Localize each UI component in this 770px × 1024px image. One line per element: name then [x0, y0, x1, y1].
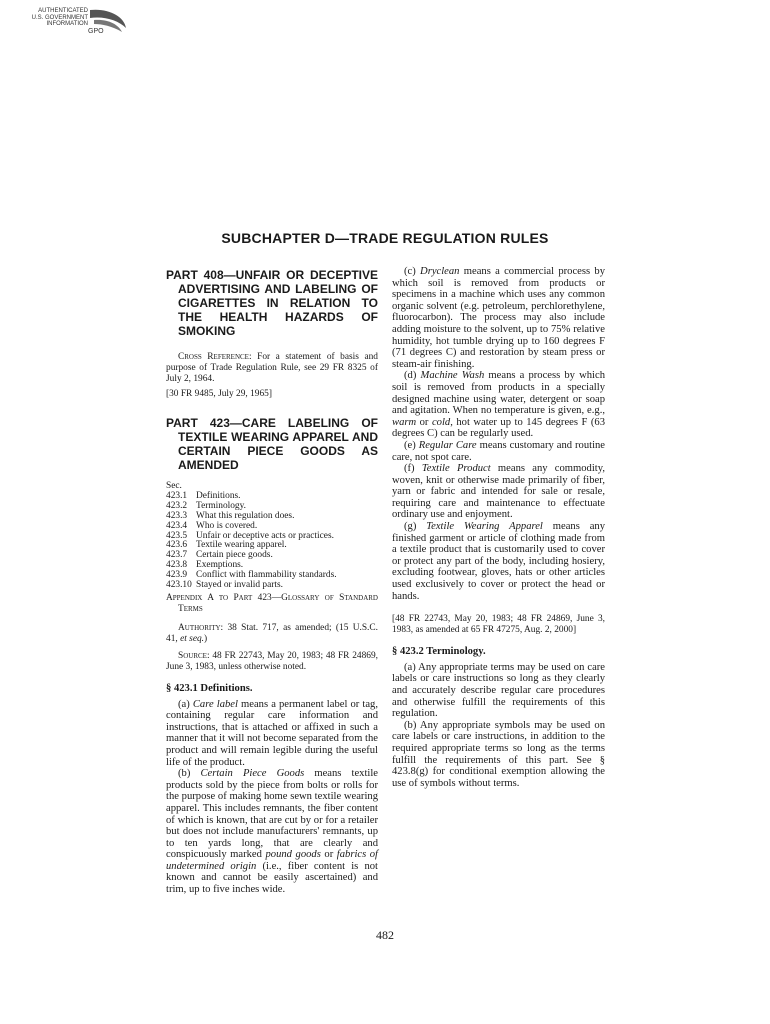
definition-a: (a) Care label means a permanent label or tag, containing regular care information and instructions, that is attached or affixed in such a manner that it will not become separated from the product and will remain legible during the useful life of the product.: [166, 698, 378, 768]
definition-g: (g) Textile Wearing Apparel means any finished garment or article of clothing made from a textile product that is customarily used to cover or protect any part of the body, including hosiery, excluding footwear, gloves, hats or other articles used exclusively to cover or protect the head or hands.: [392, 521, 605, 602]
toc-row: 423.3 What this regulation does.: [166, 510, 295, 521]
toc-row: 423.4 Who is covered.: [166, 520, 258, 531]
definition-c: (c) Dryclean means a commercial process by which soil is removed from products or specimens in a machine which uses any common organic solvent (e.g. petroleum, perchlorethylene, fluorocarbon). The process may also include adding moisture to the solvent, up to 75% relative humidity, hot tumble drying up to 160 degrees F (71 degrees C) and restoration by steam press or steam-air finishing.: [392, 266, 606, 370]
toc-row: 423.10 Stayed or invalid parts.: [166, 580, 283, 591]
table-of-contents: [166, 482, 378, 591]
gpo-logo-text: AUTHENTICATED U.S. GOVERNMENT INFORMATION: [31, 8, 88, 27]
definition-d: (d) Machine Wash means a process by which soil is removed from products in a specially designed machine using water, detergent or soap and agitation. When no temperature is given, e.g., warm or cold, hot water up to 145 degrees F (63 degrees C) can be regularly used.: [392, 370, 605, 440]
gpo-authentication-logo: [28, 6, 128, 46]
definition-e: (e) Regular Care means customary and routine care, not spot care.: [392, 439, 606, 463]
toc-row: 423.2 Terminology.: [166, 500, 247, 511]
source-note: Source: 48 FR 22743, May 20, 1983; 48 FR 24869, June 3, 1983, unless otherwise noted.: [166, 650, 378, 672]
section-423-2-heading: § 423.2 Terminology.: [392, 646, 486, 658]
part-408-cross-reference: Cross Reference: For a statement of basis and purpose of Trade Regulation Rule, see 29 FR 8325 of July 2, 1964.: [166, 352, 378, 384]
toc-row: 423.7 Certain piece goods.: [166, 550, 273, 561]
definition-b: (b) Certain Piece Goods means textile products sold by the piece from bolts or rolls for the purpose of making home sewn textile wearing apparel. This includes remnants, the fiber content of which is known, that are cut by or for a retailer but does not include manufacturers' remnants, up to ten yards long, that are clearly and conspicuously marked pound goods or fabrics of undetermined origin (i.e., fiber content is not known and cannot be easily ascertained) and trim, up to five inches wide.: [166, 768, 378, 896]
toc-sec-label: Sec.: [166, 481, 182, 491]
terminology-b: (b) Any appropriate symbols may be used on care labels or care instructions, in addition to the required appropriate terms so long as the terms fulfill the requirements of this part. See § 423.8(g) for conditional exemption allowing the use of symbols without terms.: [392, 719, 605, 789]
definition-f: (f) Textile Product means any commodity, woven, knit or otherwise made primarily of fiber, yarn or fabric and intended for sale or resale, requiring care and maintenance to effectuate ordinary use and enjoyment.: [392, 463, 605, 521]
toc-row: 423.8 Exemptions.: [166, 560, 244, 571]
toc-row: 423.1 Definitions.: [166, 490, 241, 501]
page-number: 482: [376, 928, 394, 942]
toc-row: 423.5 Unfair or deceptive acts or practices.: [166, 530, 334, 541]
part-408-citation: [30 FR 9485, July 29, 1965]: [166, 389, 272, 399]
toc-row: 423.6 Textile wearing apparel.: [166, 540, 287, 551]
gpo-logo-mark: GPO: [88, 28, 104, 35]
toc-appendix: Appendix A to Part 423—Glossary of Standard Terms: [166, 592, 378, 614]
toc-row: 423.9 Conflict with flammability standards.: [166, 570, 337, 581]
subchapter-title: SUBCHAPTER D—TRADE REGULATION RULES: [221, 230, 549, 246]
right-column: [392, 266, 605, 789]
authority-note: Authority: 38 Stat. 717, as amended; (15 U.S.C. 41, et seq.): [166, 622, 378, 644]
part-408-title: PART 408—UNFAIR OR DECEPTIVE ADVERTISING AND LABELING OF CIGARETTES IN RELATION TO THE HEALTH HAZARDS OF SMOKING: [166, 268, 378, 338]
terminology-a: (a) Any appropriate terms may be used on care labels or care instructions so long as they clearly and accurately describe regular care procedures and otherwise fulfill the requirements of this regulation.: [392, 661, 605, 720]
section-423-1-heading: § 423.1 Definitions.: [166, 682, 253, 694]
left-column: [166, 266, 378, 896]
section-423-1-citation: [48 FR 22743, May 20, 1983; 48 FR 24869, June 3, 1983, as amended at 65 FR 47275, Aug. 2, 2000]: [392, 614, 605, 636]
part-423-title: PART 423—CARE LABELING OF TEXTILE WEARING APPAREL AND CERTAIN PIECE GOODS AS AMENDED: [166, 416, 378, 472]
